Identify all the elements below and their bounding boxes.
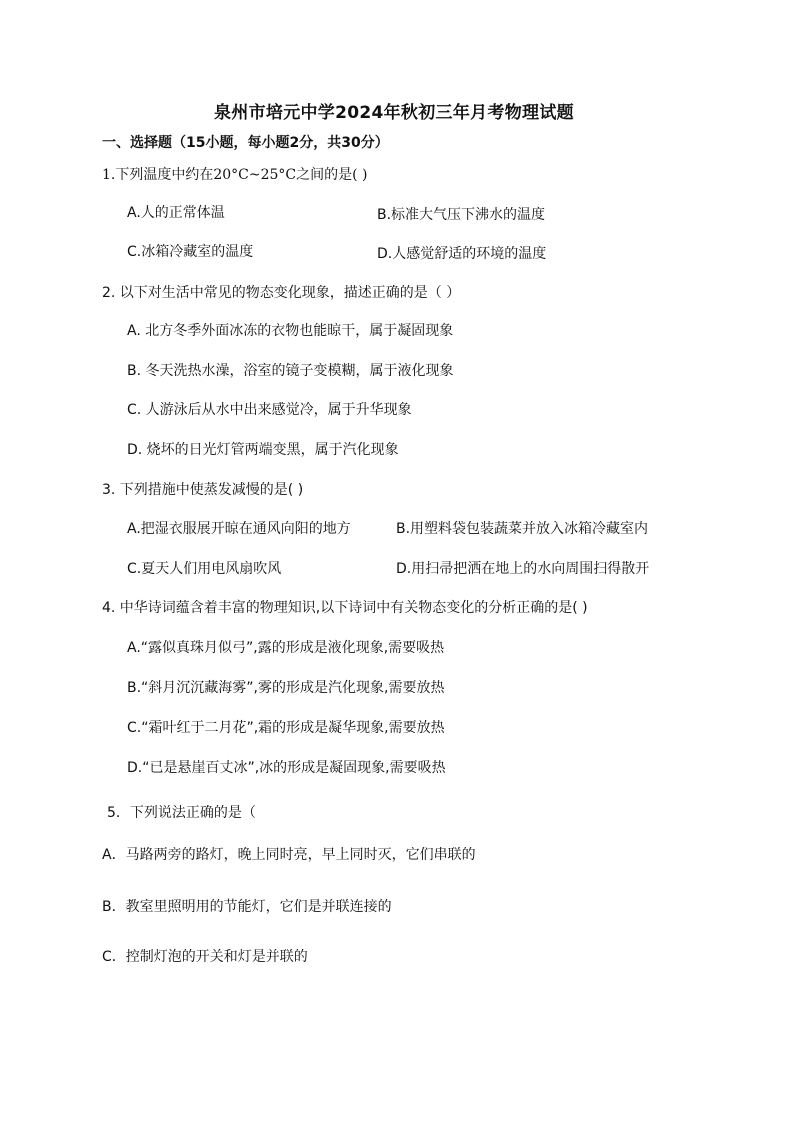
question-3-option-a: A.把湿衣服展开晾在通风向阳的地方 <box>127 521 351 537</box>
question-4-option-c: C.“霜叶红于二月花”,霜的形成是凝华现象,需要放热 <box>127 720 445 736</box>
exam-title: 泉州市培元中学2024年秋初三年月考物理试题 <box>214 103 574 123</box>
question-2-option-a: A. 北方冬季外面冰冻的衣物也能晾干，属于凝固现象 <box>127 323 454 339</box>
question-4-option-a: A.“露似真珠月似弓”,露的形成是液化现象,需要吸热 <box>127 640 445 656</box>
question-1-option-d: D.人感觉舒适的环境的温度 <box>377 246 547 262</box>
question-5-stem: 5．下列说法正确的是（ <box>107 805 256 821</box>
question-5-option-a: A．马路两旁的路灯，晚上同时亮，早上同时灭，它们串联的 <box>102 847 476 863</box>
question-2-option-b: B. 冬天洗热水澡，浴室的镜子变模糊，属于液化现象 <box>127 363 454 379</box>
question-1-stem: 1.下列温度中约在20°C~25°C之间的是( ) <box>102 167 368 183</box>
question-1-option-a: A.人的正常体温 <box>127 205 225 221</box>
section-heading: 一、选择题（15小题，每小题2分，共30分） <box>102 135 389 151</box>
question-1-option-c: C.冰箱冷藏室的温度 <box>127 244 254 260</box>
question-5-option-b: B．教室里照明用的节能灯，它们是并联连接的 <box>102 899 392 915</box>
question-4-option-d: D.“已是悬崖百丈冰”,冰的形成是凝固现象,需要吸热 <box>127 760 446 776</box>
question-4-option-b: B.“斜月沉沉藏海雾”,雾的形成是汽化现象,需要放热 <box>127 680 445 696</box>
question-1-option-b: B.标准大气压下沸水的温度 <box>377 207 546 223</box>
question-3-option-d: D.用扫帚把洒在地上的水向周围扫得散开 <box>396 561 650 577</box>
question-5-option-c: C．控制灯泡的开关和灯是并联的 <box>102 949 308 965</box>
question-2-stem: 2. 以下对生活中常见的物态变化现象，描述正确的是（ ） <box>102 285 461 301</box>
question-2-option-d: D. 烧坏的日光灯管两端变黑，属于汽化现象 <box>127 442 399 458</box>
question-4-stem: 4. 中华诗词蕴含着丰富的物理知识,以下诗词中有关物态变化的分析正确的是( ) <box>102 600 588 616</box>
question-3-option-b: B.用塑料袋包装蔬菜并放入冰箱冷藏室内 <box>396 521 649 537</box>
question-3-stem: 3. 下列措施中使蒸发减慢的是( ) <box>102 482 304 498</box>
question-2-option-c: C. 人游泳后从水中出来感觉冷，属于升华现象 <box>127 402 412 418</box>
question-3-option-c: C.夏天人们用电风扇吹风 <box>127 561 282 577</box>
